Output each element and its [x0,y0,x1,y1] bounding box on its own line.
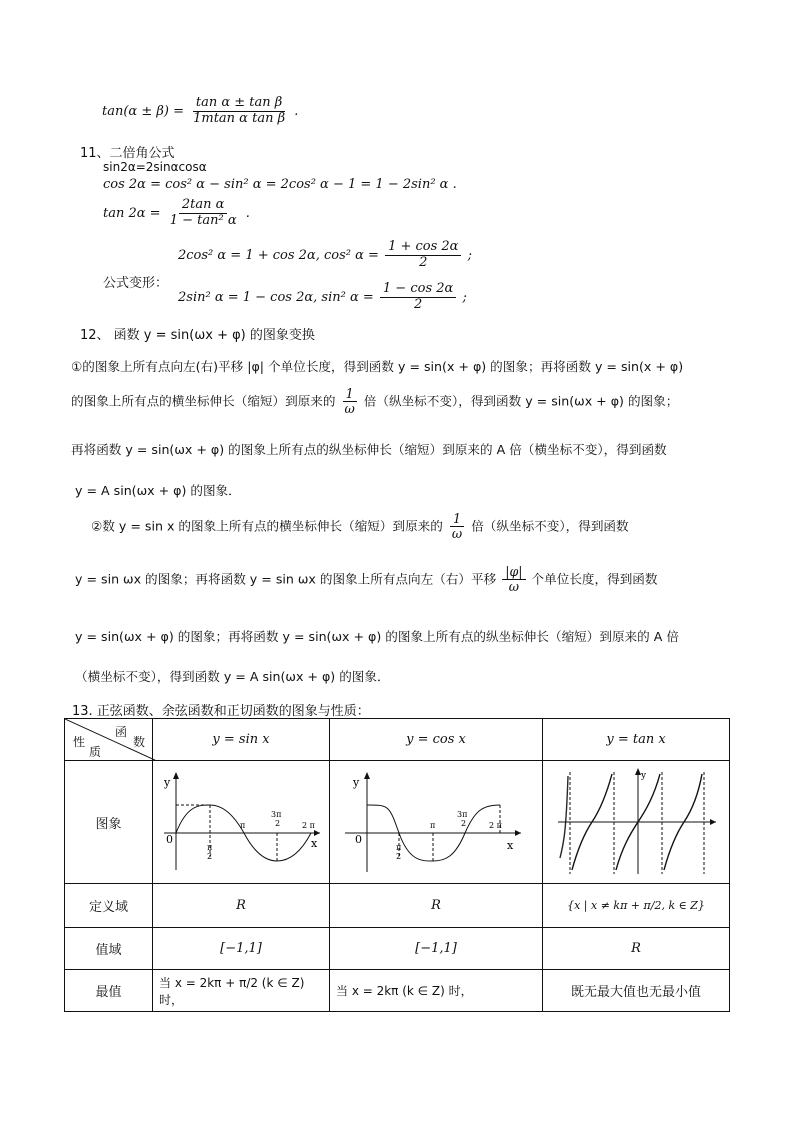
extrema-sin: 当 x = 2kπ + π/2 (k ∈ Z) 时， [153,970,330,1012]
sin-double-angle: sin2α=2sinαcosα [103,160,207,174]
cos-graph [331,762,541,882]
tan-sum-lhs: tan(α ± β) = [102,103,184,119]
header-cos: y = cos x [330,719,543,761]
cos-x-label: x [507,839,514,852]
domain-sin: R [153,884,330,928]
variation-label: 公式变形： [103,276,169,291]
range-cos: [−1,1] [330,928,543,970]
tan-sum-denominator: 1mtan α tan β [193,110,286,126]
row-label-domain: 定义域 [65,884,153,928]
sin-pi2-num: π [207,843,213,852]
tan2-denominator: 1 − tan² α [169,212,237,228]
p2-text-a: 的图象上所有点的横坐标伸长（缩短）到原来的 [71,393,336,409]
sin-x-label: x [311,837,318,850]
corner-xing: 性 [73,735,86,749]
sin-graph [154,762,328,882]
cos-graph-cell [330,761,543,884]
tan2-end: . [245,205,250,221]
cos-double-angle: cos 2α = cos² α − sin² α = 2cos² α − 1 = 1 − 2sin² α . [103,177,457,192]
q2-text-b: 个单位长度，得到函数 [531,571,658,587]
cos-3pi2-den: 2 [461,819,467,828]
sin-3pi2-den: 2 [275,819,281,828]
q1-text-a: ②数 y = sin x 的图象上所有点的横坐标伸长（缩短）到原来的 [91,518,443,534]
row-label-extrema: 最值 [65,970,153,1012]
tan-double-angle [103,198,250,229]
v2-lhs: 2sin² α = 1 − cos 2α, sin² α = [178,289,374,305]
row-label-graph: 图象 [65,761,153,884]
q2-numerator: |φ| [502,565,525,580]
s12-method2-line1 [91,512,629,542]
p2-text-b: 倍（纵坐标不变），得到函数 y = sin(ωx + φ) 的图象； [363,393,679,409]
range-tan: R [543,928,730,970]
tan-sum-fraction [190,96,288,127]
corner-zhi: 质 [89,745,102,759]
v1-end: ; [467,247,472,263]
corner-han: 函 [115,725,128,739]
row-label-range: 值域 [65,928,153,970]
s12-method1-line3: 再将函数 y = sin(ωx + φ) 的图象上所有点的纵坐标伸长（缩短）到原来的 A 倍（横坐标不变），得到函数 [71,442,667,457]
p2-fraction [341,387,357,417]
q2-text-a: y = sin ωx 的图象；再将函数 y = sin ωx 的图象上所有点向左（右）平移 [75,571,497,587]
section-11-title: 11、二倍角公式 [80,146,175,161]
s12-method2-line3: y = sin(ωx + φ) 的图象；再将函数 y = sin(ωx + φ) 的图象上所有点的纵坐标伸长（缩短）到原来的 A 倍 [75,629,679,644]
cos-pi-tick: π [430,821,436,830]
tan-graph-cell [543,761,730,884]
q2-denominator: ω [508,579,519,595]
header-sin: y = sin x [153,719,330,761]
range-sin: [−1,1] [153,928,330,970]
v1-fraction [385,240,461,271]
tan2-numerator: 2tan α [179,198,228,214]
q1-fraction [449,512,465,542]
sin-3pi2-num: 3π [271,810,282,819]
p2-numerator: 1 [343,387,357,402]
tan-sum-end: . [294,103,299,119]
tan2-lhs: tan 2α = [103,205,161,221]
s12-method1-line1: ①的图象上所有点向左(右)平移 |φ| 个单位长度，得到函数 y = sin(x + φ) 的图象；再将函数 y = sin(x + φ) [71,359,684,374]
extrema-tan: 既无最大值也无最小值 [543,970,730,1012]
sin-pi2-den: 2 [207,852,213,861]
sin-2pi-tick: 2 π [302,821,315,830]
tan-sum-formula [102,96,298,127]
cos-variation [178,240,472,271]
v1-lhs: 2cos² α = 1 + cos 2α, cos² α = [178,247,379,263]
cos-pi2-den: 2 [396,852,402,861]
sin-graph-cell [153,761,330,884]
s12-method1-line4: y = A sin(ωx + φ) 的图象． [75,483,241,498]
cos-3pi2-num: 3π [457,810,468,819]
sin-origin: 0 [166,833,173,846]
v1-denominator: 2 [419,254,428,270]
tan2-fraction [167,198,240,229]
tan-graph [544,762,728,882]
s12-method2-line2 [75,565,657,595]
q1-denominator: ω [451,526,463,542]
corner-shu: 数 [133,735,146,749]
v2-denominator: 2 [413,296,423,312]
sin-y-label: y [164,776,171,789]
header-tan: y = tan x [543,719,730,761]
trig-properties-table [64,718,730,1012]
q1-text-b: 倍（纵坐标不变），得到函数 [471,518,629,534]
sin-variation [178,282,467,313]
domain-tan: {x | x ≠ kπ + π/2, k ∈ Z} [543,884,730,928]
s12-method2-line4: （横坐标不变），得到函数 y = A sin(ωx + φ) 的图象． [75,669,390,684]
domain-cos: R [330,884,543,928]
q1-numerator: 1 [450,512,464,527]
v1-numerator: 1 + cos 2α [385,240,461,256]
corner-header-cell [65,719,153,761]
cos-pi2-num: π [396,843,402,852]
tan-y-label: y [641,771,647,781]
cos-y-label: y [353,776,360,789]
s12-method1-line2 [71,387,678,417]
cos-2pi-tick: 2 π [489,821,502,830]
sin-pi-tick: π [240,821,246,830]
extrema-cos: 当 x = 2kπ (k ∈ Z) 时， [330,970,543,1012]
section-12-title: 12、 函数 y = sin(ωx + φ) 的图象变换 [80,328,315,343]
v2-numerator: 1 − cos 2α [380,282,456,298]
section-13-title: 13. 正弦函数、余弦函数和正切函数的图象与性质： [72,704,370,719]
p2-denominator: ω [344,401,355,417]
v2-fraction [380,282,456,313]
v2-end: ; [462,289,467,305]
tan-sum-numerator: tan α ± tan β [193,96,285,112]
q2-fraction [502,565,525,595]
cos-origin: 0 [355,833,362,846]
